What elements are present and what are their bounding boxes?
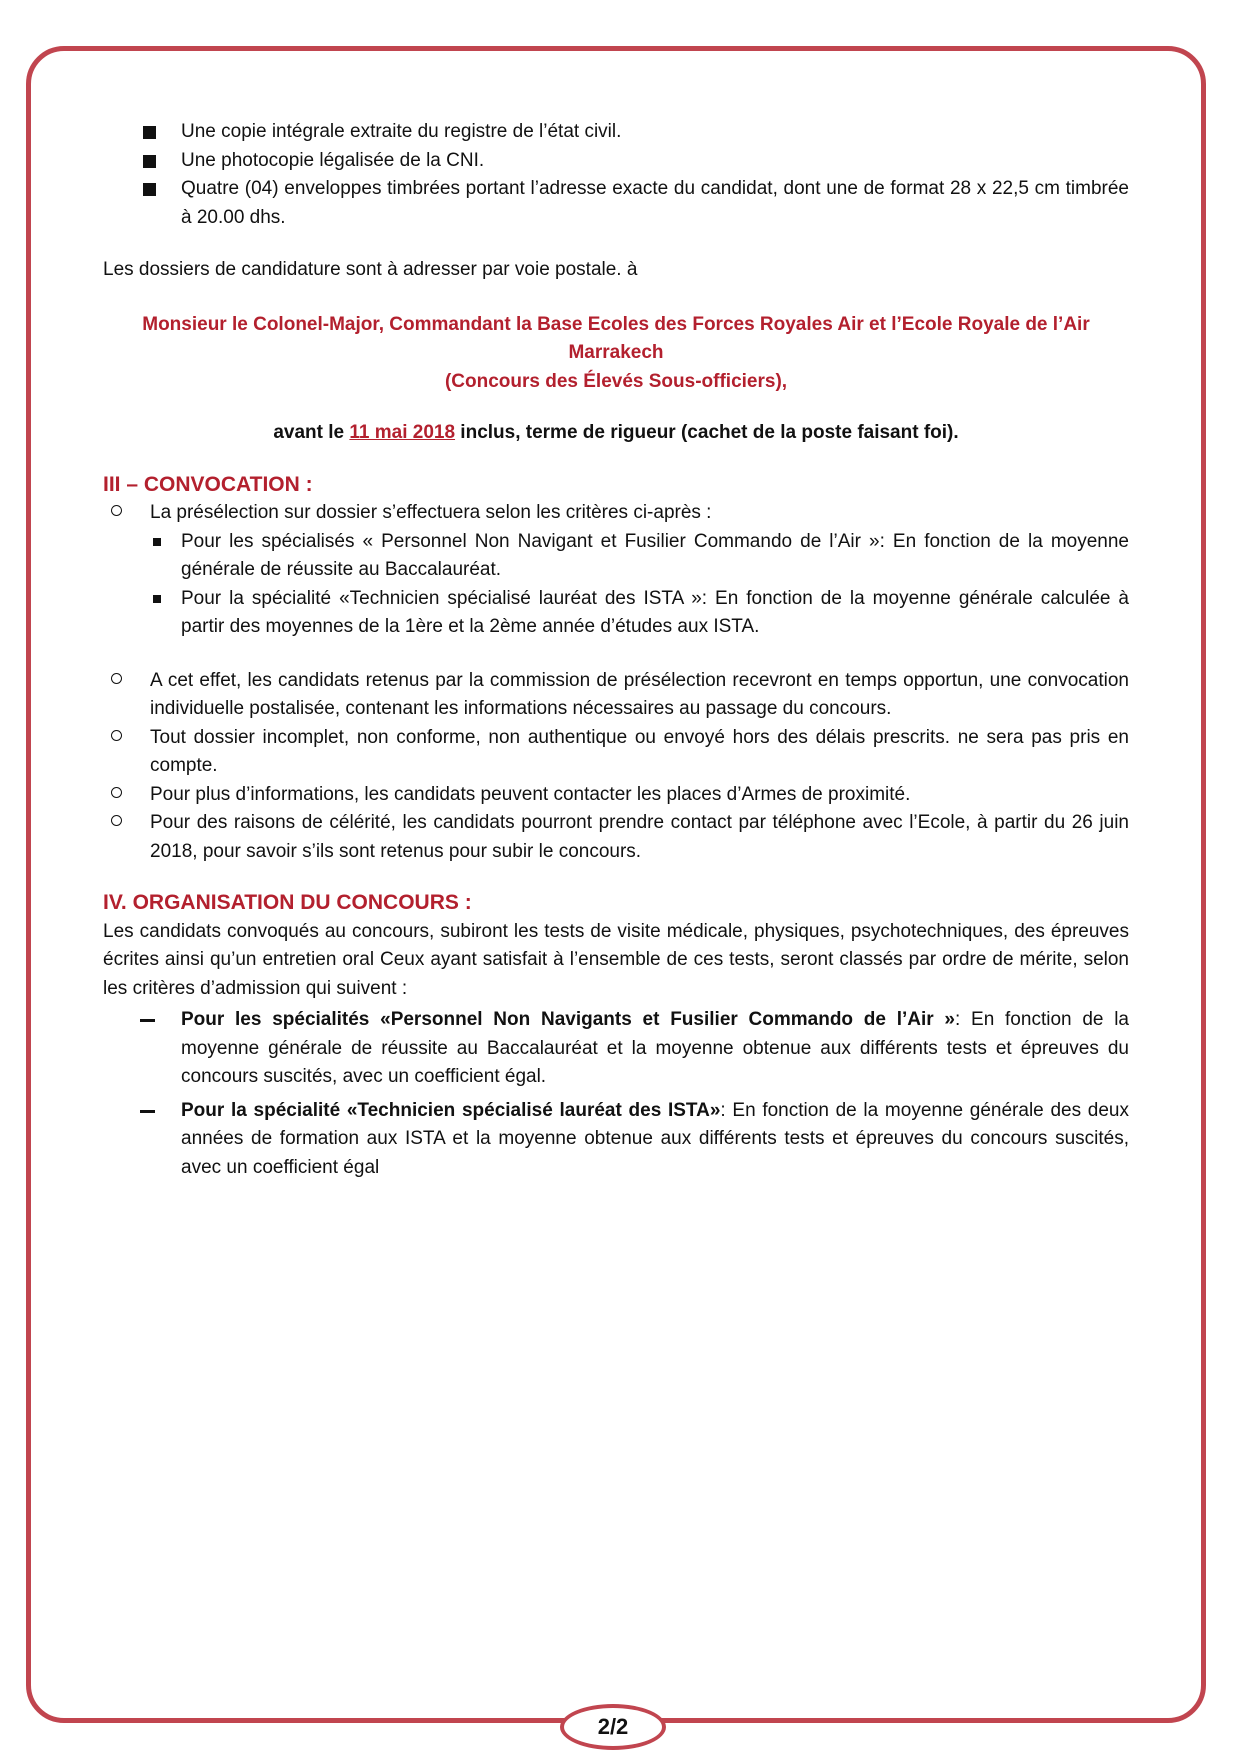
sending-intro: Les dossiers de candidature sont à adresser par voie postale. à <box>103 259 638 280</box>
circle-bullet-icon <box>111 673 122 684</box>
list-item: Pour la spécialité «Technicien spécialisé lauréat des ISTA»: En fonction de la moyenne générale des deux années de formation aux ISTA et la moyenne obtenue aux différents tests et épreuves du concours suscités, avec un coefficient égal <box>103 1097 1129 1183</box>
square-bullet-icon <box>143 183 156 196</box>
list-item: La présélection sur dossier s’effectuera selon les critères ci-après : Pour les spécialisés « Personnel Non Navigant et Fusilier Commando de l’Air »: En fonction de la moyenne générale de réussite au Baccalauréat. Pour la spécialité «Technicien spécialisé lauréat des ISTA »: En fonction de la moyenne générale calculée à partir des moyennes de la 1ère et la 2ème année d’études aux ISTA. <box>103 499 1129 642</box>
circle-bullet-icon <box>111 505 122 516</box>
address-line-1: Monsieur le Colonel-Major, Commandant la Base Ecoles des Forces Royales Air et l’Ecole Royale de l’Air <box>142 313 1090 335</box>
admission-criteria-list <box>103 1006 1129 1182</box>
list-item: Pour la spécialité «Technicien spécialisé lauréat des ISTA »: En fonction de la moyenne générale calculée à partir des moyennes de la 1ère et la 2ème année d’études aux ISTA. <box>150 585 1129 642</box>
convocation-list <box>103 499 1129 866</box>
documents-list <box>103 118 1129 232</box>
list-item: Pour les spécialisés « Personnel Non Navigant et Fusilier Commando de l’Air »: En fonction de la moyenne générale de réussite au Baccalauréat. <box>150 528 1129 585</box>
address-line-2: Marrakech <box>568 342 664 363</box>
list-item: Pour plus d’informations, les candidats peuvent contacter les places d’Armes de proximité. <box>103 781 1129 810</box>
list-item: Tout dossier incomplet, non conforme, non authentique ou envoyé hors des délais prescrits. ne sera pas pris en compte. <box>103 724 1129 781</box>
page-number: 2/2 <box>560 1704 666 1750</box>
square-bullet-icon <box>143 155 156 168</box>
circle-bullet-icon <box>111 787 122 798</box>
circle-bullet-icon <box>111 730 122 741</box>
dash-bullet-icon <box>140 1019 155 1022</box>
deadline-date: 11 mai 2018 <box>349 422 456 443</box>
organisation-intro: Les candidats convoqués au concours, subiront les tests de visite médicale, physiques, psychotechniques, des épreuves écrites ainsi qu’un entretien oral Ceux ayant satisfait à l’ensemble de ces tests, seront classés par ordre de mérite, selon les critères d’admission qui suivent : <box>103 920 1129 999</box>
list-item: Pour des raisons de célérité, les candidats pourront prendre contact par téléphone avec l’Ecole, à partir du 26 juin 2018, pour savoir s’ils sont retenus pour subir le concours. <box>103 809 1129 866</box>
section-heading-organisation: IV. ORGANISATION DU CONCOURS : <box>103 891 472 914</box>
section-heading-convocation: III – CONVOCATION : <box>103 472 313 496</box>
list-item: Une copie intégrale extraite du registre de l’état civil. <box>103 118 1129 147</box>
circle-bullet-icon <box>111 815 122 826</box>
list-item: A cet effet, les candidats retenus par la commission de présélection recevront en temps opportun, une convocation individuelle postalisée, contenant les informations nécessaires au passage du concours. <box>103 667 1129 724</box>
address-line-3: (Concours des Élevés Sous-officiers), <box>444 370 788 392</box>
document-body <box>103 118 1129 1187</box>
square-bullet-icon <box>143 126 156 139</box>
dash-bullet-icon <box>140 1110 155 1113</box>
criteria-list <box>150 528 1129 642</box>
list-item: Quatre (04) enveloppes timbrées portant l’adresse exacte du candidat, dont une de format 28 x 22,5 cm timbrée à 20.00 dhs. <box>103 175 1129 232</box>
deadline: avant le 11 mai 2018 inclus, terme de rigueur (cachet de la poste faisant foi). <box>273 422 959 443</box>
list-item: Une photocopie légalisée de la CNI. <box>103 147 1129 176</box>
square-bullet-icon <box>153 595 161 603</box>
square-bullet-icon <box>153 538 161 546</box>
recipient-address <box>103 311 1129 397</box>
list-item: Pour les spécialités «Personnel Non Navigants et Fusilier Commando de l’Air »: En fonction de la moyenne générale de réussite au Baccalauréat et la moyenne obtenue aux différents tests et épreuves du concours suscités, avec un coefficient égal. <box>103 1006 1129 1092</box>
